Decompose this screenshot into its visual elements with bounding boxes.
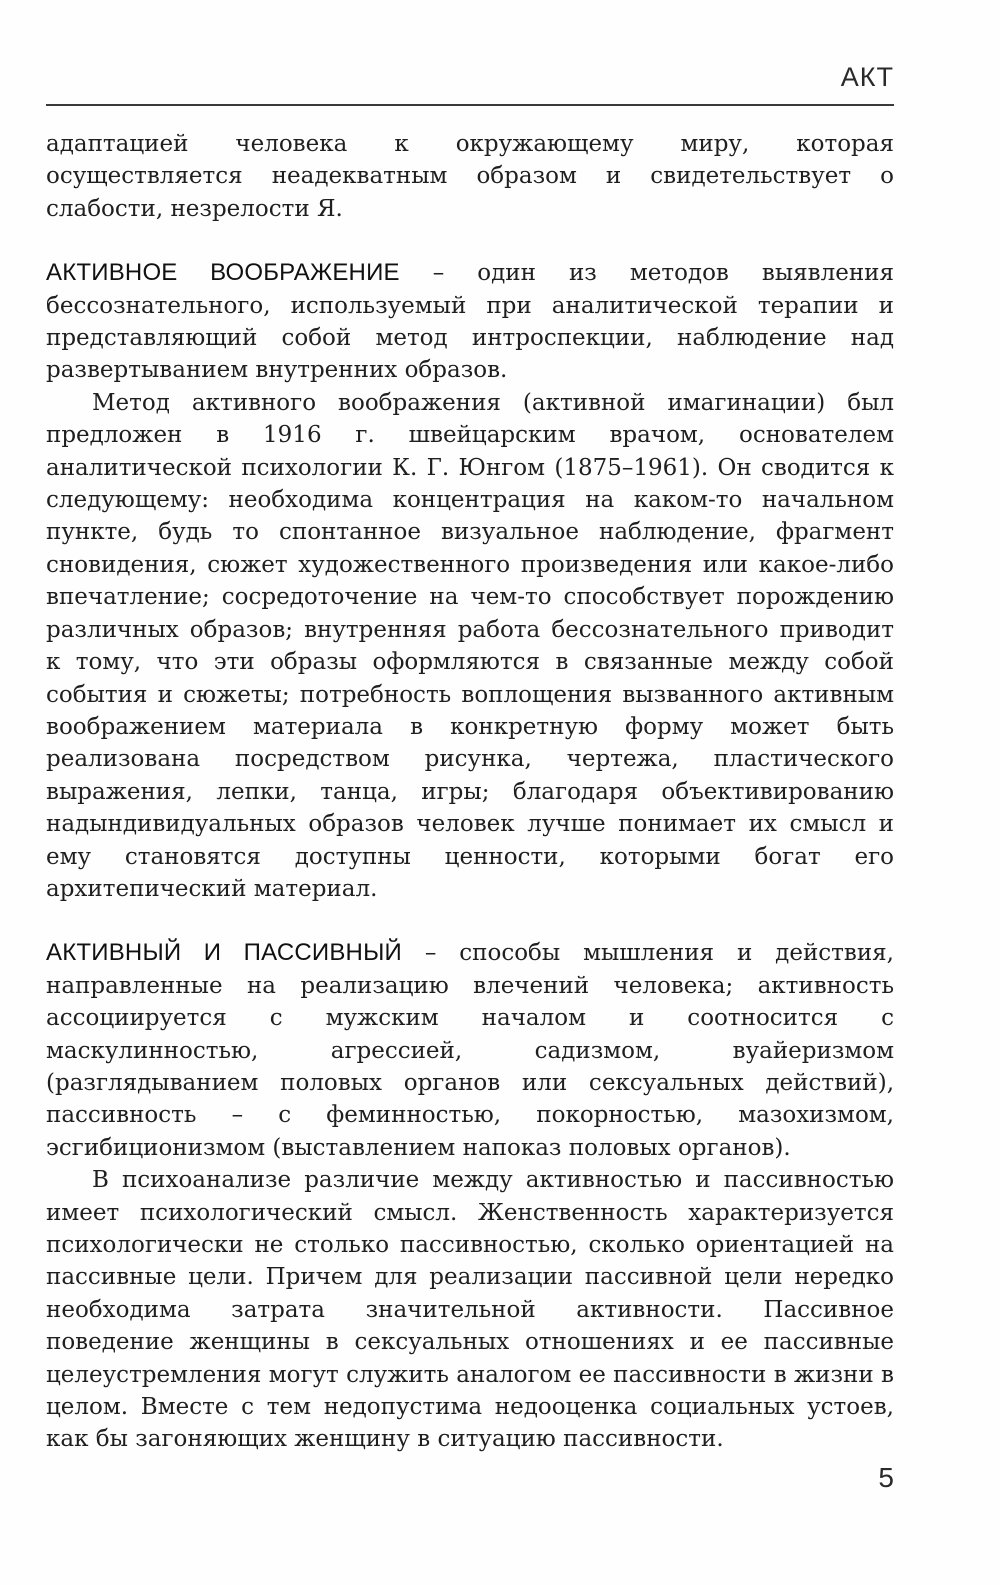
paragraph-continuation	[46, 128, 894, 225]
paragraph-text: адаптацией человека к окружающему миру, которая осуществляется неадекватным образом и свидетельствует о слабости, незрелости Я.	[46, 131, 894, 222]
entry-term: АКТИВНЫЙ И ПАССИВНЫЙ	[46, 939, 402, 967]
entry-active-imagination	[46, 257, 894, 387]
paragraph-psychoanalysis	[46, 1164, 894, 1456]
paragraph-text: Метод активного воображения (активной имагинации) был предложен в 1916 г. швейцарским врачом, основателем аналитической психологии К. Г. Юнгом (1875–1961). Он сводится к следующему: необходима концентрация на каком-то начальном пункте, будь то спонтанное визуальное наблюдение, фрагмент сновидения, сюжет художественного произведения или какое-либо впечатление; сосредоточение на чем-то способствует порождению различных образов; внутренняя работа бессознательного приводит к тому, что эти образы оформляются в связанные между собой события и сюжеты; потребность воплощения вызванного активным воображением материала в конкретную форму может быть реализована посредством рисунка, чертежа, пластического выражения, лепки, танца, игры; благодаря объективированию надындивидуальных образов человек лучше понимает их смысл и ему становятся доступны ценности, которыми богат его архитепический материал.	[46, 389, 894, 902]
entry-definition: – один из методов выявления бессознательного, используемый при аналитической терапии и представляющий собой метод интроспекции, наблюдение над развертыванием внутренних образов.	[46, 260, 894, 384]
entry-definition: – способы мышления и действия, направленные на реализацию влечений человека; активность ассоциируется с мужским началом и соотносится с маскулинностью, агрессией, садизмом, вуайеризмом (разглядыванием половых органов или сексуальных действий), пассивность – с феминностью, покорностью, мазохизмом, эсгибиционизмом (выставлением напоказ половых органов).	[46, 940, 894, 1161]
paragraph-jung-method	[46, 387, 894, 906]
entry-term: АКТИВНОЕ ВООБРАЖЕНИЕ	[46, 259, 400, 287]
running-head: АКТ	[840, 62, 894, 92]
header-rule	[46, 104, 894, 106]
paragraph-text: В психоанализе различие между активностью и пассивностью имеет психологический смысл. Женственность характеризуется психологически не столько пассивностью, сколько ориентацией на пассивные цели. Причем для реализации пассивной цели нередко необходима затрата значительной активности. Пассивное поведение женщины в сексуальных отношениях и ее пассивные целеустремления могут служить аналогом ее пассивности в жизни в целом. Вместе с тем недопустима недооценка социальных устоев, как бы загоняющих женщину в ситуацию пассивности.	[46, 1167, 894, 1453]
page-number: 5	[878, 1462, 894, 1493]
entry-active-passive	[46, 937, 894, 1164]
page-body	[46, 128, 894, 1456]
